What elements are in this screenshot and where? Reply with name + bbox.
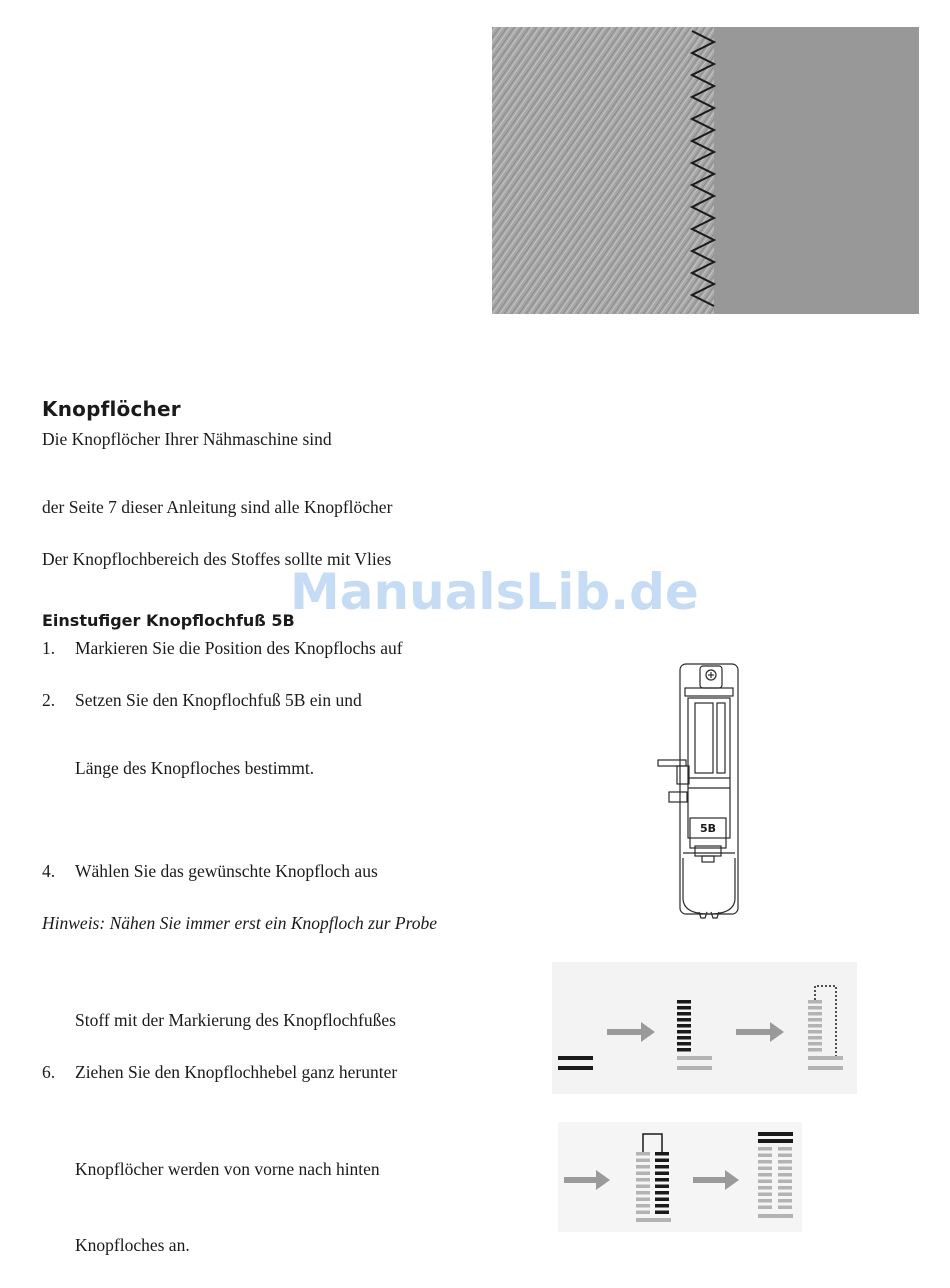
stitch-row xyxy=(677,1030,691,1034)
paragraph-1: Die Knopflöcher Ihrer Nähmaschine sind xyxy=(42,429,332,449)
stitch-row xyxy=(758,1186,772,1190)
stitch-row xyxy=(636,1178,650,1182)
step-continuation xyxy=(0,1009,480,1031)
stitch-row xyxy=(677,1036,691,1040)
stitch-row xyxy=(778,1147,792,1151)
stitch-row xyxy=(655,1185,669,1189)
stitch-row xyxy=(778,1186,792,1190)
bartack-stitch xyxy=(758,1132,793,1136)
stitch-row xyxy=(636,1185,650,1189)
stitch-row xyxy=(758,1167,772,1171)
stitch-row xyxy=(778,1154,792,1158)
stitch-row xyxy=(636,1165,650,1169)
step-continuation xyxy=(0,1234,480,1256)
stitch-row xyxy=(808,1030,822,1034)
step-text: Stoff mit der Markierung des Knopflochfußes xyxy=(75,1010,396,1030)
stitch-row xyxy=(808,1012,822,1016)
stitch-row xyxy=(758,1180,772,1184)
stitch-row xyxy=(677,1000,691,1004)
foot-label: 5B xyxy=(699,822,717,835)
stitch-row xyxy=(636,1159,650,1163)
paragraph-2: der Seite 7 dieser Anleitung sind alle Knopflöcher xyxy=(42,497,393,517)
stitch-row xyxy=(778,1199,792,1203)
step-number: 1. xyxy=(42,638,56,658)
stitch-row xyxy=(636,1172,650,1176)
stitch-row xyxy=(758,1160,772,1164)
step-number: 4. xyxy=(42,861,56,881)
stitch-row xyxy=(677,1024,691,1028)
fabric-stitch-photo xyxy=(492,27,919,314)
stitch-row xyxy=(758,1173,772,1177)
stitch-row xyxy=(655,1172,669,1176)
paragraph-3: Der Knopflochbereich des Stoffes sollte mit Vlies xyxy=(42,549,392,569)
step-text: Wählen Sie das gewünschte Knopfloch aus xyxy=(75,861,378,881)
bartack-stitch xyxy=(677,1056,712,1060)
step-number: 6. xyxy=(42,1062,56,1082)
buttonhole-sequence-diagram-1 xyxy=(552,962,857,1094)
step-continuation xyxy=(0,757,480,779)
stitch-row xyxy=(655,1198,669,1202)
step-text: Länge des Knopfloches bestimmt. xyxy=(75,758,315,778)
stitch-row xyxy=(636,1211,650,1215)
bartack-stitch xyxy=(558,1056,593,1060)
step-text: Setzen Sie den Knopflochfuß 5B ein und xyxy=(75,690,362,710)
section-title: Knopflöcher xyxy=(42,397,181,421)
stitch-row xyxy=(677,1042,691,1046)
step-number: 2. xyxy=(42,690,56,710)
bartack-stitch xyxy=(808,1056,843,1060)
watermark: ManualsLib.de xyxy=(290,563,699,621)
stitch-row xyxy=(808,1006,822,1010)
step-4 xyxy=(0,860,480,882)
step-text: Ziehen Sie den Knopflochhebel ganz herunter xyxy=(75,1062,398,1082)
stitch-row xyxy=(778,1206,792,1210)
stitch-row xyxy=(677,1006,691,1010)
stitch-row xyxy=(655,1178,669,1182)
stitch-row xyxy=(655,1204,669,1208)
bartack-stitch xyxy=(758,1139,793,1143)
note-text: Hinweis: Nähen Sie immer erst ein Knopfloch zur Probe xyxy=(42,913,438,933)
bartack-stitch xyxy=(636,1218,671,1222)
step-6 xyxy=(0,1061,480,1083)
stitch-row xyxy=(677,1012,691,1016)
stitch-row xyxy=(808,1048,822,1052)
stitch-row xyxy=(655,1211,669,1215)
buttonhole-sequence-diagram-2 xyxy=(558,1122,802,1232)
stitch-row xyxy=(778,1193,792,1197)
bartack-stitch xyxy=(558,1066,593,1070)
stitch-row xyxy=(677,1018,691,1022)
stitch-row xyxy=(677,1048,691,1052)
stitch-row xyxy=(636,1191,650,1195)
stitch-row xyxy=(778,1180,792,1184)
step-text: Knopflöcher werden von vorne nach hinten xyxy=(75,1159,380,1179)
stitch-row xyxy=(758,1206,772,1210)
stitch-row xyxy=(778,1167,792,1171)
bartack-stitch xyxy=(808,1066,843,1070)
stitch-row xyxy=(778,1173,792,1177)
stitch-row xyxy=(808,1018,822,1022)
stitch-row xyxy=(808,1000,822,1004)
stitch-row xyxy=(808,1024,822,1028)
step-text: Knopfloches an. xyxy=(75,1235,190,1255)
stitch-row xyxy=(808,1036,822,1040)
bartack-stitch xyxy=(758,1214,793,1218)
stitch-row xyxy=(778,1160,792,1164)
buttonhole-foot-illustration xyxy=(655,658,745,923)
stitch-row xyxy=(758,1154,772,1158)
subsection-title: Einstufiger Knopflochfuß 5B xyxy=(42,611,295,630)
step-2 xyxy=(0,689,480,711)
step-1 xyxy=(0,637,480,659)
stitch-row xyxy=(758,1199,772,1203)
stitch-row xyxy=(655,1159,669,1163)
stitch-row xyxy=(655,1165,669,1169)
stitch-row xyxy=(655,1152,669,1156)
step-text: Markieren Sie die Position des Knopflochs auf xyxy=(75,638,403,658)
stitch-row xyxy=(808,1042,822,1046)
stitch-row xyxy=(655,1191,669,1195)
stitch-row xyxy=(758,1193,772,1197)
bartack-stitch xyxy=(677,1066,712,1070)
stitch-row xyxy=(636,1204,650,1208)
step-continuation xyxy=(0,1158,480,1180)
stitch-row xyxy=(636,1198,650,1202)
stitch-row xyxy=(758,1147,772,1151)
stitch-row xyxy=(636,1152,650,1156)
